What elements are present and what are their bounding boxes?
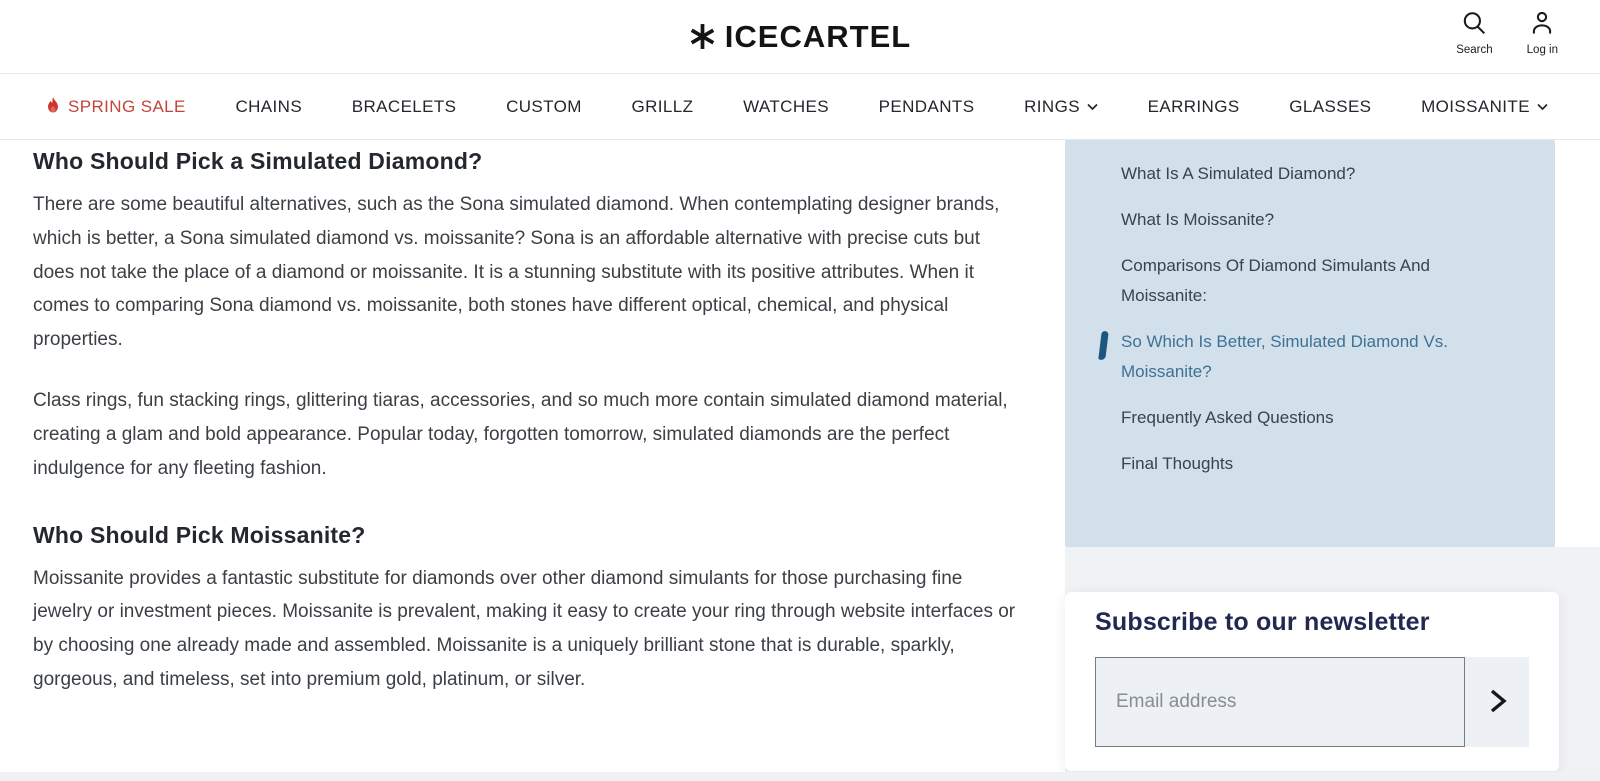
nav-item-label: EARRINGS [1147,96,1240,116]
newsletter-submit-button[interactable] [1465,657,1529,747]
toc-item-label: Final Thoughts [1121,454,1234,473]
nav-item-chains[interactable] [235,97,302,117]
paragraph: Class rings, fun stacking rings, glittering tiaras, accessories, and so much more contain simulated diamond material, creating a glam and bold appearance. Popular today, forgotten tomorrow, simulated diamonds are the perfect indulgence for any fleeting fashion. [33,390,1008,479]
snowflake-asterisk-icon [689,23,716,50]
page-bottom-edge [0,772,1600,781]
nav-item-label: BRACELETS [351,96,457,116]
main-nav [0,73,1600,140]
section-heading-moissanite: Who Should Pick Moissanite? [33,521,366,548]
header-actions [1456,10,1558,56]
nav-item-moissanite[interactable] [1421,97,1548,117]
nav-item-label: MOISSANITE [1421,96,1530,116]
nav-item-rings[interactable] [1024,97,1098,117]
chevron-right-icon [1485,688,1509,717]
section-heading-simulated-diamond: Who Should Pick a Simulated Diamond? [33,148,483,174]
toc-item-4[interactable] [1121,327,1500,387]
search-label: Search [1456,44,1493,56]
rail-background [1065,547,1600,781]
nav-item-label: WATCHES [743,96,829,116]
toc-item-label: Frequently Asked Questions [1121,408,1334,427]
nav-item-pendants[interactable] [879,97,975,117]
login-button[interactable] [1527,10,1558,56]
search-button[interactable] [1456,10,1492,56]
toc-item-label: So Which Is Better, Simulated Diamond Vs. Moissanite? [1121,332,1448,381]
email-field[interactable] [1095,657,1465,747]
logo-text: ICECARTEL [724,18,912,54]
chevron-down-icon [1537,103,1548,111]
flame-icon [45,97,61,116]
toc-item-label: Comparisons Of Diamond Simulants And Moissanite: [1121,256,1430,305]
chevron-down-icon [1087,103,1098,111]
table-of-contents [1065,140,1555,547]
toc-item-3[interactable] [1121,251,1500,311]
nav-item-label: GRILLZ [631,96,694,116]
article [33,140,1025,781]
newsletter-title: Subscribe to our newsletter [1095,608,1430,636]
nav-item-label: CHAINS [235,96,303,116]
nav-sale-label: SPRING SALE [68,96,186,116]
toc-item-label: What Is A Simulated Diamond? [1121,164,1356,183]
nav-item-glasses[interactable] [1289,97,1371,117]
paragraph: There are some beautiful alternatives, such as the Sona simulated diamond. When contemplating designer brands, which is better, a Sona simulated diamond vs. moissanite? Sona is an affordable alternative with precise cuts but does not take the place of a diamond or moissanite. It is a stunning substitute with its positive attributes. When it comes to comparing Sona diamond vs. moissanite, both stones have different optical, chemical, and physical properties. [33,194,1000,351]
active-section-marker [1098,331,1108,361]
nav-item-custom[interactable] [506,97,582,117]
toc-item-5[interactable] [1121,403,1500,433]
nav-item-label: RINGS [1024,96,1080,116]
paragraph: Moissanite provides a fantastic substitute for diamonds over other diamond simulants for those purchasing fine jewelry or investment pieces. Moissanite is prevalent, making it easy to create your ring through website interfaces or by choosing one already made and assembled. Moissanite is a uniquely brilliant stone that is durable, sparkly, gorgeous, and timeless, set into premium gold, platinum, or silver. [33,567,1016,690]
nav-item-label: PENDANTS [878,96,975,116]
user-icon [1529,10,1555,41]
nav-item-watches[interactable] [743,97,829,117]
newsletter-card [1065,592,1559,771]
toc-item-6[interactable] [1121,449,1500,479]
nav-item-spring-sale[interactable] [45,97,186,117]
right-rail [1065,140,1600,781]
icecartel-logo[interactable] [689,19,911,55]
toc-item-2[interactable] [1121,205,1500,235]
toc-item-1[interactable] [1121,159,1500,189]
nav-item-grillz[interactable] [632,97,694,117]
search-icon [1461,10,1487,41]
login-label: Log in [1526,44,1558,56]
nav-item-bracelets[interactable] [352,97,457,117]
nav-item-label: GLASSES [1289,96,1372,116]
site-header [0,0,1600,73]
nav-item-earrings[interactable] [1148,97,1240,117]
page-main [0,140,1600,781]
newsletter-form [1095,657,1529,747]
toc-item-label: What Is Moissanite? [1121,210,1275,229]
nav-item-label: CUSTOM [506,96,582,116]
